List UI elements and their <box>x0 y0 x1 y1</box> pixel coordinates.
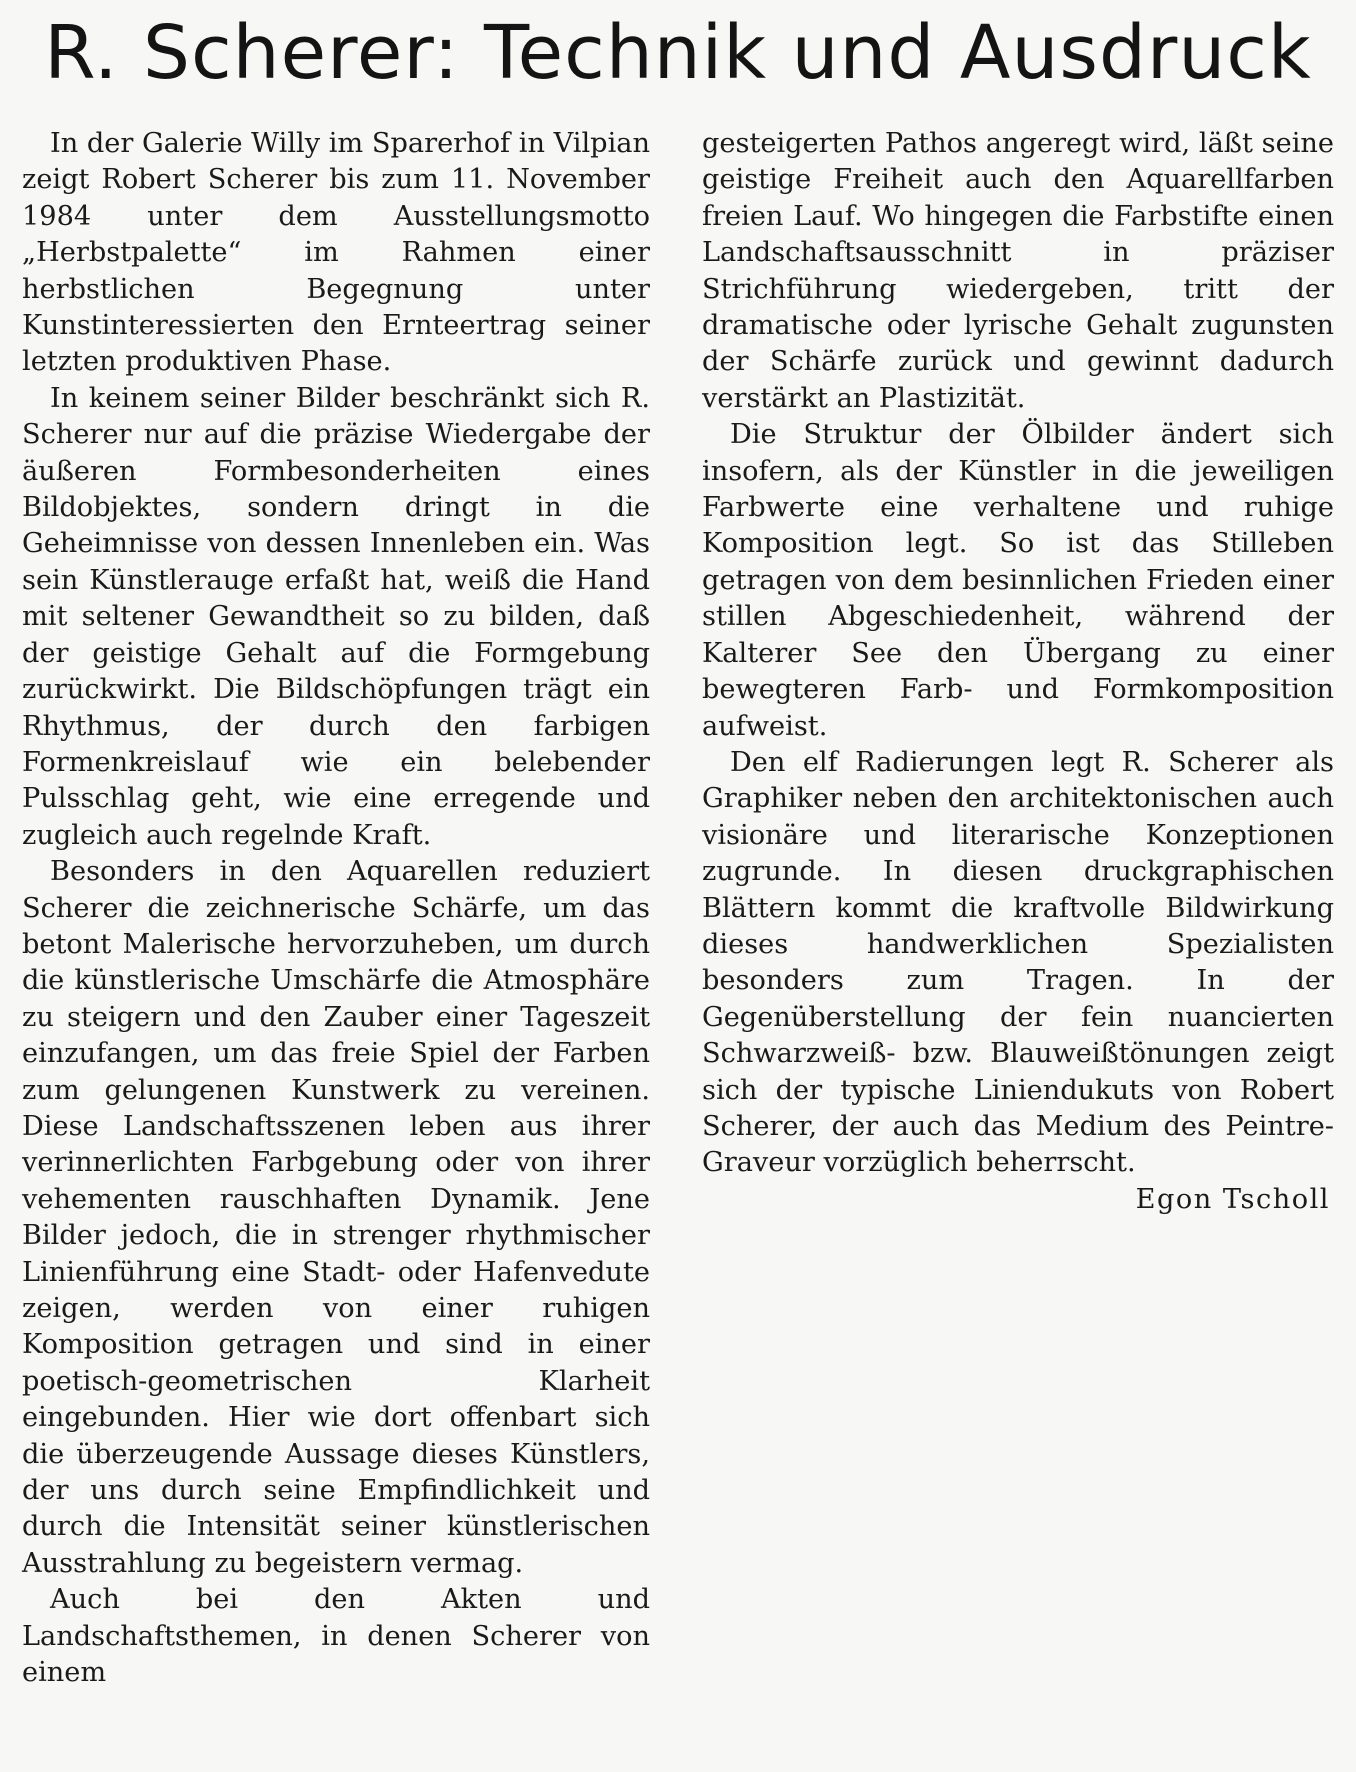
article-paragraph: Auch bei den Akten und Landschaftsthemen, in denen Scherer von einem <box>22 1584 650 1689</box>
article-paragraph: Den elf Radierungen legt R. Scherer als Graphiker neben den architektonischen auch visionäre und literarische Konzeptionen zugrunde. In diesen druckgraphischen Blättern kommt die kraftvolle Bildwirkung dieses handwerklichen Spezialisten besonders zum Tragen. In der Gegenüberstellung der fein nuancierten Schwarzweiß- bzw. Blauweißtönungen zeigt sich der typische Liniendukuts von Robert Scherer, der auch das Medium des Peintre-Graveur vorzüglich beherrscht. <box>702 746 1334 1179</box>
article-column-left <box>22 126 650 1691</box>
article-headline: R. Scherer: Technik und Ausdruck <box>44 10 1312 96</box>
article-paragraph: In keinem seiner Bilder beschränkt sich R. Scherer nur auf die präzise Wiedergabe der äußeren Formbesonderheiten eines Bildobjektes, sondern dringt in die Geheimnisse von dessen Innenleben ein. Was sein Künstlerauge erfaßt hat, weiß die Hand mit seltener Gewandtheit so zu bilden, daß der geistige Gehalt auf die Formgebung zurückwirkt. Die Bildschöpfungen trägt ein Rhythmus, der durch den farbigen Formenkreislauf wie ein belebender Pulsschlag geht, wie eine erregende und zugleich auch regelnde Kraft. <box>22 382 650 851</box>
article-paragraph: In der Galerie Willy im Sparerhof in Vilpian zeigt Robert Scherer bis zum 11. November 1984 unter dem Ausstellungsmotto „Herbstpalette“ im Rahmen einer herbstlichen Begegnung unter Kunstinteressierten den Ernteertrag seiner letzten produktiven Phase. <box>22 128 650 378</box>
article-column-right <box>702 126 1334 1218</box>
article-paragraph: Die Struktur der Ölbilder ändert sich insofern, als der Künstler in die jeweiligen Farbwerte eine verhaltene und ruhige Komposition legt. So ist das Stilleben getragen von dem besinnlichen Frieden einer stillen Abgeschiedenheit, während der Kalterer See den Übergang zu einer bewegteren Farb- und Formkomposition aufweist. <box>702 419 1334 742</box>
article-paragraph-continued: gesteigerten Pathos angeregt wird, läßt seine geistige Freiheit auch den Aquarellfarben freien Lauf. Wo hingegen die Farbstifte einen Landschaftsausschnitt in präziser Strichführung wiedergeben, tritt der dramatische oder lyrische Gehalt zugunsten der Schärfe zurück und gewinnt dadurch verstärkt an Plastizität. <box>702 128 1334 414</box>
article-paragraph: Besonders in den Aquarellen reduziert Scherer die zeichnerische Schärfe, um das betont Malerische hervorzuheben, um durch die künstlerische Umschärfe die Atmosphäre zu steigern und den Zauber einer Tageszeit einzufangen, um das freie Spiel der Farben zum gelungenen Kunstwerk zu vereinen. Diese Landschaftsszenen leben aus ihrer verinnerlichten Farbgebung oder von ihrer vehementen rauschhaften Dynamik. Jene Bilder jedoch, die in strenger rhythmischer Linienführung eine Stadt- oder Hafenvedute zeigen, werden von einer ruhigen Komposition getragen und sind in einer poetisch-geometrischen Klarheit eingebunden. Hier wie dort offenbart sich die überzeugende Aussage dieses Künstlers, der uns durch seine Empfindlichkeit und durch die Intensität seiner künstlerischen Ausstrahlung zu begeistern vermag. <box>22 856 650 1579</box>
author-byline: Egon Tscholl <box>1135 1183 1330 1215</box>
